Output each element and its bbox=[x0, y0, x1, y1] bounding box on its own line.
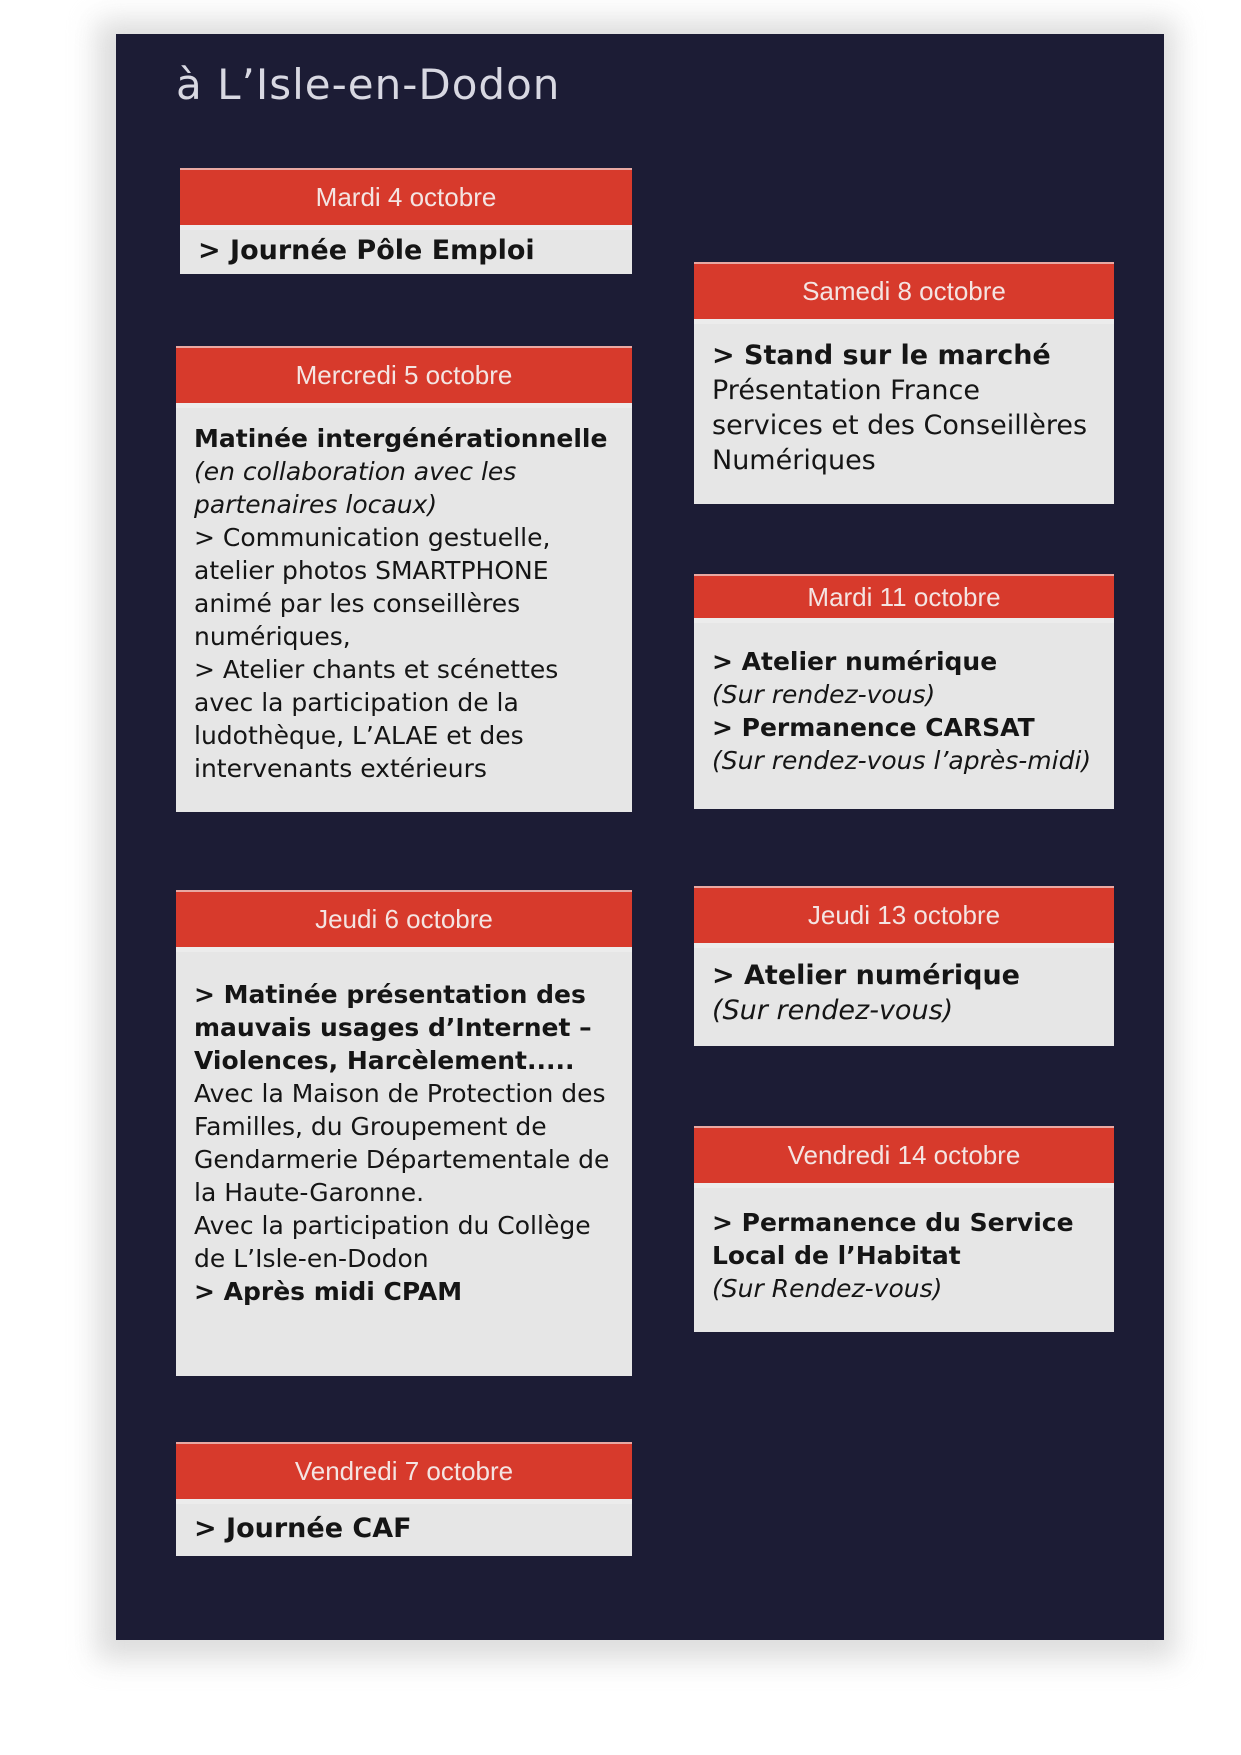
event-line: (Sur rendez-vous) bbox=[712, 680, 936, 709]
event-card-vendredi-14 bbox=[694, 1126, 1114, 1332]
event-date: Samedi 8 octobre bbox=[694, 262, 1114, 324]
event-line: (Sur rendez-vous) bbox=[712, 995, 954, 1026]
event-details bbox=[176, 1504, 632, 1556]
event-details bbox=[694, 623, 1114, 809]
page-title: à L’Isle-en-Dodon bbox=[176, 60, 561, 109]
program-panel bbox=[116, 34, 1164, 1640]
event-date: Jeudi 13 octobre bbox=[694, 886, 1114, 948]
event-date: Mardi 4 octobre bbox=[180, 168, 632, 230]
event-line: > Après midi CPAM bbox=[194, 1277, 463, 1306]
event-card-jeudi-13 bbox=[694, 886, 1114, 1046]
event-date: Mardi 11 octobre bbox=[694, 574, 1114, 623]
event-card-mardi-4 bbox=[180, 168, 632, 274]
event-line: Avec la participation du Collège de L’Isle-en-Dodon bbox=[194, 1211, 591, 1273]
event-card-vendredi-7 bbox=[176, 1442, 632, 1556]
event-line: > Matinée présentation des mauvais usages d’Internet – Violences, Harcèlement..... bbox=[194, 980, 592, 1075]
event-line: > Atelier chants et scénettes avec la participation de la ludothèque, L’ALAE et des intervenants extérieurs bbox=[194, 655, 559, 783]
event-line: > Journée Pôle Emploi bbox=[198, 235, 535, 266]
event-card-mercredi-5 bbox=[176, 346, 632, 812]
event-date: Mercredi 5 octobre bbox=[176, 346, 632, 408]
event-line: Avec la Maison de Protection des Familles, du Groupement de Gendarmerie Départementale de la Haute-Garonne. bbox=[194, 1079, 610, 1207]
event-line: > Permanence du Service Local de l’Habitat bbox=[712, 1208, 1074, 1270]
event-line: Matinée intergénérationnelle bbox=[194, 424, 608, 453]
event-line: > Atelier numérique bbox=[712, 960, 1020, 991]
event-details bbox=[176, 952, 632, 1376]
event-details bbox=[180, 230, 632, 274]
event-line: (Sur rendez-vous l’après-midi) bbox=[712, 746, 1092, 775]
event-date: Vendredi 14 octobre bbox=[694, 1126, 1114, 1188]
event-line: > Communication gestuelle, atelier photos SMARTPHONE animé par les conseillères numériques, bbox=[194, 523, 551, 651]
event-card-mardi-11 bbox=[694, 574, 1114, 809]
event-card-samedi-8 bbox=[694, 262, 1114, 504]
event-date: Vendredi 7 octobre bbox=[176, 1442, 632, 1504]
event-details bbox=[694, 324, 1114, 504]
event-line: (Sur Rendez-vous) bbox=[712, 1274, 943, 1303]
event-line: > Journée CAF bbox=[194, 1513, 412, 1544]
event-line: > Permanence CARSAT bbox=[712, 713, 1035, 742]
event-details bbox=[694, 1188, 1114, 1332]
event-line: Présentation France services et des Conseillères Numériques bbox=[712, 375, 1088, 476]
event-details bbox=[694, 948, 1114, 1046]
event-line: (en collaboration avec les partenaires locaux) bbox=[194, 457, 517, 519]
event-date: Jeudi 6 octobre bbox=[176, 890, 632, 952]
event-line: > Atelier numérique bbox=[712, 647, 998, 676]
event-card-jeudi-6 bbox=[176, 890, 632, 1376]
event-line: > Stand sur le marché bbox=[712, 340, 1051, 371]
event-details bbox=[176, 408, 632, 812]
